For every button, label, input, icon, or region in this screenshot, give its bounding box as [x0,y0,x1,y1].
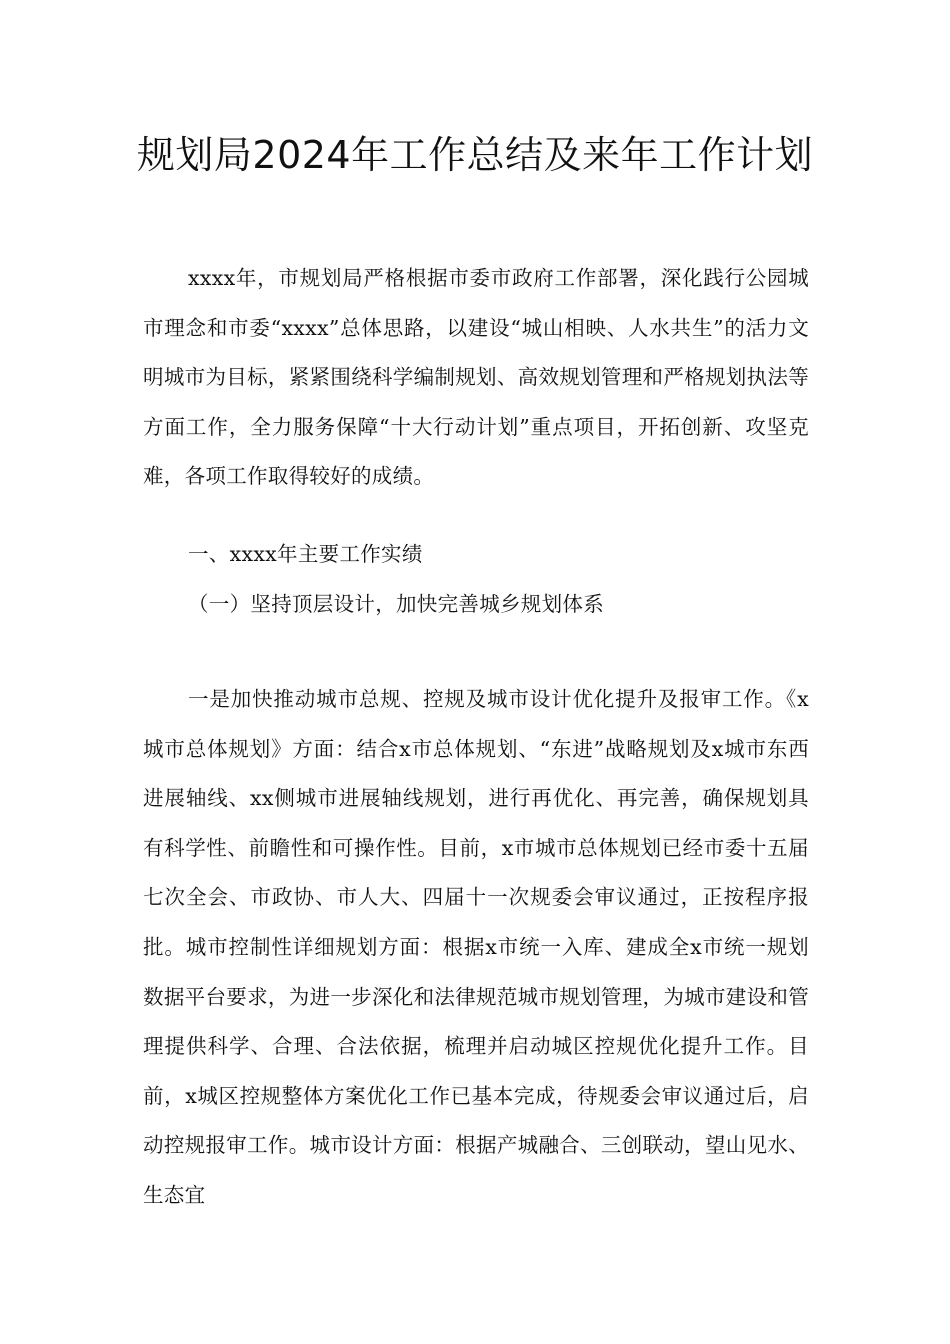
body-paragraph: 一是加快推动城市总规、控规及城市设计优化提升及报审工作。《x城市总体规划》方面：结合x市总体规划、“东进”战略规划及x城市东西进展轴线、xx侧城市进展轴线规划，进行再优化、再完善，确保规划具有科学性、前瞻性和可操作性。目前，x市城市总体规划已经市委十五届七次全会、市政协、市人大、四届十一次规委会审议通过，正按程序报批。城市控制性详细规划方面：根据x市统一入库、建成全x市统一规划数据平台要求，为进一步深化和法律规范城市规划管理，为城市建设和管理提供科学、合理、合法依据，梳理并启动城区控规优化提升工作。目前，x城区控规整体方案优化工作已基本完成，待规委会审议通过后，启动控规报审工作。城市设计方面：根据产城融合、三创联动，望山见水、生态宜 [143,687,809,1207]
document-title: 规划局2024年工作总结及来年工作计划 [136,133,814,177]
section-heading: 一、xxxx年主要工作实绩 [188,542,423,566]
subsection-heading: （一）坚持顶层设计，加快完善城乡规划体系 [188,592,604,616]
intro-paragraph: xxxx年，市规划局严格根据市委市政府工作部署，深化践行公园城市理念和市委“xxxx”总体思路，以建设“城山相映、人水共生”的活力文明城市为目标，紧紧围绕科学编制规划、高效规划管理和严格规划执法等方面工作，全力服务保障“十大行动计划”重点项目，开拓创新、攻坚克难，各项工作取得较好的成绩。 [143,266,809,489]
